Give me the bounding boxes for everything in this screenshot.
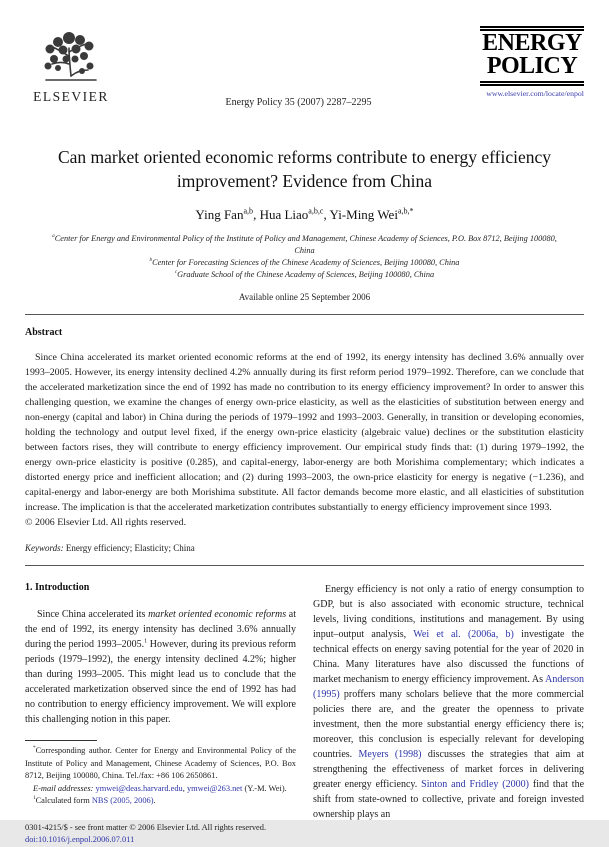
- text-segment: ,: [182, 783, 187, 793]
- section-heading-introduction: 1. Introduction: [25, 582, 90, 594]
- elsevier-wordmark: ELSEVIER: [33, 89, 109, 104]
- text-segment: 1: [144, 637, 148, 645]
- text-segment: .: [153, 796, 156, 806]
- text-segment: Keywords:: [25, 543, 64, 554]
- text-segment: a,b,c: [308, 206, 324, 216]
- copyright-line: © 2006 Elsevier Ltd. All rights reserved.: [25, 517, 187, 529]
- journal-url-link[interactable]: www.elsevier.com/locate/enpol: [486, 89, 584, 98]
- abstract-heading: Abstract: [25, 327, 63, 339]
- journal-citation: Energy Policy 35 (2007) 2287–2295: [225, 97, 372, 108]
- inline-link[interactable]: doi:10.1016/j.enpol.2006.07.011: [25, 835, 135, 845]
- affiliation-c: [43, 269, 566, 281]
- text-segment: discusses the strategies that aim at strengthening the effectiveness of market forces in delivering greater energy efficiency.: [313, 749, 584, 791]
- two-column-body: [25, 582, 584, 847]
- text-segment: market oriented economic reforms: [148, 609, 287, 621]
- rule-below-keywords: [25, 565, 584, 566]
- text-segment: Corresponding author. Center for Energy and Environmental Policy of the Institute of Policy and Management, Chinese Academy of Sciences, P.O. Box 8712, Beijing 100080, China. Tel./fax: +86 106 2650861.: [25, 746, 296, 781]
- corresponding-author-note: [25, 745, 296, 783]
- keywords-line: [25, 543, 584, 553]
- text-segment: investigate the technical effects on energy saving potential for the year of 2020 in China. Many literatures have also discussed the functions of market mechanism to energy efficiency improvement. As: [313, 629, 584, 686]
- text-segment: , Hua Liao: [253, 207, 309, 223]
- left-column: [25, 582, 296, 847]
- right-column: [313, 582, 584, 847]
- footnote-divider: [25, 740, 97, 741]
- text-segment: E-mail addresses:: [33, 783, 96, 793]
- text-segment: proffers many scholars believe that the more commercial policies there are, and the greater the openness to private investment, then the more substantial energy efficiency there is; moreover, this conclusion is especially relevant for developing countries.: [313, 689, 584, 761]
- article-title: Can market oriented economic reforms contribute to energy efficiency improvement? Evidence from China: [57, 147, 552, 191]
- introduction-paragraph-2: [313, 582, 584, 822]
- inline-link[interactable]: NBS (2005, 2006): [91, 796, 154, 806]
- text-segment: However, during its previous reform periods (1979–1992), the energy intensity declined 4.2%; higher than during 1993–2005. This might lead us to conclude that the accelerated marketization observed since the end of 1992 has had no contribution to energy efficiency improvement. We will explore this challenging notion in this paper.: [25, 639, 297, 726]
- inline-link[interactable]: Anderson (1995): [313, 674, 584, 701]
- text-segment: Since China accelerated its: [37, 609, 149, 621]
- inline-link[interactable]: Wei et al. (2006a, b): [413, 629, 514, 641]
- bottom-matter: [25, 822, 296, 847]
- abstract-body: Since China accelerated its market oriented economic reforms at the end of 1992, its energy intensity has declined 3.6% annually over 1993–2005. However, its energy intensity declined 4.2% annually during its first reform period 1979–1992. Therefore, can we conclude that the accelerated marketization since the end of 1992 has made no contribution to its energy efficiency improvement? In order to answer this challenging question, we examine the changes of energy own-price elasticity, as well as the elasticities of substitution between energy and non-energy (capital and labor) in China during the periods of 1979–1992 and 1993–2003. Generally, in transition or developing economies, holding the technology and output level fixed, if the energy own-price elasticity (algebraic value) declines or the substitution elasticity between factors rises, they will contribute to energy efficiency improvement. Our empirical study finds that: (1) during 1979–1992, the energy own-price elasticity is positive (0.285), and capital-energy, labor-energy are both Morishima complementary; which indicates a distorted energy price and inefficient allocation; and (2) during 1993–2003, the own-price elasticity for energy is negative (−1.236), and capital-energy and labor-energy are both Morishima substitute. All factor demands become more elastic, and all elasticities of substitution increase. The implication is that the accelerated marketization contributes substantially to energy efficiency improvement since 1993.: [25, 352, 584, 514]
- text-segment: Graduate School of the Chinese Academy of Sciences, Beijing 100080, China: [177, 270, 435, 280]
- affiliations: [25, 233, 584, 281]
- affiliation-a: [43, 233, 566, 257]
- text-segment: a: [52, 233, 55, 240]
- text-segment: a,b: [243, 206, 254, 216]
- masthead: [25, 26, 584, 122]
- text-segment: Energy efficiency is not only a ratio of energy consumption to GDP, but is also associated with economic structure, technical levels, living conditions, institutions and management. By using input–output analysis,: [313, 584, 584, 641]
- footnote-block: [25, 740, 296, 808]
- inline-link[interactable]: ymwei@263.net: [186, 783, 243, 793]
- text-segment: a,b,*: [397, 206, 414, 216]
- text-segment: (Y.-M. Wei).: [242, 783, 287, 793]
- text-segment: *: [33, 745, 36, 752]
- inline-link[interactable]: Sinton and Fridley (2000): [421, 779, 529, 791]
- elsevier-tree-icon: [38, 26, 104, 88]
- text-segment: Ying Fan: [195, 207, 244, 223]
- text-segment: , Yi-Ming Wei: [323, 207, 398, 223]
- text-segment: Energy efficiency; Elasticity; China: [63, 543, 195, 554]
- text-segment: Calculated form: [35, 796, 92, 806]
- inline-link[interactable]: Meyers (1998): [358, 749, 422, 761]
- rule-above-abstract: [25, 314, 584, 315]
- available-online-date: Available online 25 September 2006: [238, 292, 371, 303]
- footnote-1: [25, 795, 296, 808]
- issn-copyright-line: 0301-4215/$ - see front matter © 2006 Elsevier Ltd. All rights reserved.: [25, 822, 267, 832]
- journal-name-line1: ENERGY: [482, 30, 582, 56]
- email-addresses-note: [25, 783, 296, 796]
- text-segment: Center for Forecasting Sciences of the Chinese Academy of Sciences, Beijing 100080, China: [152, 258, 460, 268]
- introduction-paragraph: [25, 607, 296, 727]
- journal-name-line2: POLICY: [486, 53, 578, 79]
- journal-logo: [480, 26, 584, 86]
- text-segment: Center for Energy and Environmental Policy of the Institute of Policy and Management, Chinese Academy of Sciences, P.O. Box 8712, Beijing 100080, China: [54, 234, 557, 256]
- text-segment: c: [174, 269, 178, 276]
- text-segment: b: [149, 257, 153, 264]
- journal-logo-block: [480, 26, 584, 98]
- text-segment: find that the shift from state-owned to collective, private and foreign invested ownership plays an: [313, 779, 585, 821]
- text-segment: 1: [33, 795, 36, 802]
- text-segment: at the end of 1992, its energy intensity has declined 3.6% annually during the period 1993–2005.: [25, 609, 296, 651]
- inline-link[interactable]: ymwei@deas.harvard.edu: [95, 783, 183, 793]
- affiliation-b: [43, 257, 566, 269]
- authors-line: [25, 207, 584, 223]
- doi-line: [25, 834, 296, 847]
- elsevier-logo: [25, 26, 117, 105]
- abstract-section: [25, 327, 584, 553]
